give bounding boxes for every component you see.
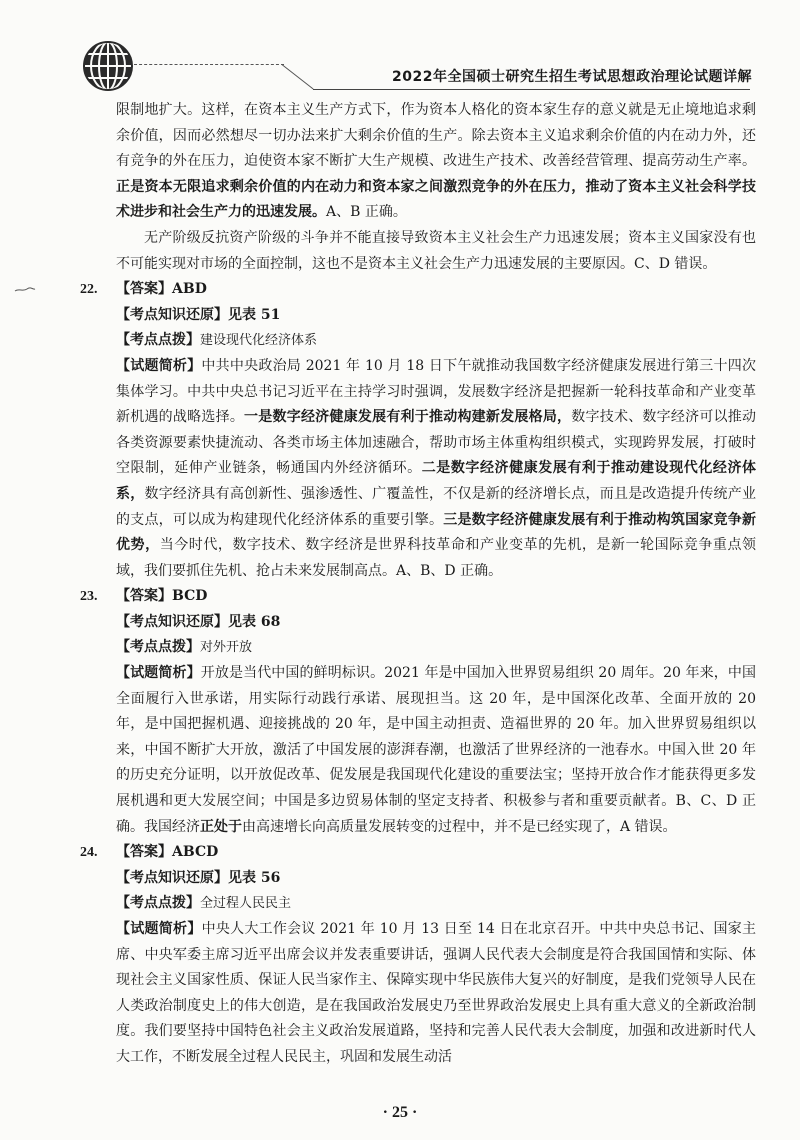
question-22-hint: [80, 328, 756, 354]
header-dashed-rule: [134, 64, 284, 65]
intro-paragraph-2: 无产阶级反抗资产阶级的斗争并不能直接导致资本主义社会生产力迅速发展；资本主义国家没有也不可能实现对市场的全面控制，这也不是资本主义社会生产力迅速发展的主要原因。C、D 错误。: [116, 229, 756, 272]
analysis-label: 【试题简析】: [116, 921, 202, 937]
hint-label: 【考点点拨】: [116, 332, 200, 349]
page-body: [80, 98, 756, 1071]
text-run: 中央人大工作会议 2021 年 10 月 13 日至 14 日在北京召开。中共中央总书记、国家主席、中央军委主席习近平出席会议并发表重要讲话，强调人民代表大会制度是符合我国国情和实际、体现社会主义国家性质、保证人民当家作主、保障实现中华民族伟大复兴的好制度，是我们党领导人民在人类政治制度史上的伟大创造，是在我国政治发展史乃至世界政治发展史上具有重大意义的全新政治制度。我们要坚持中国特色社会主义政治发展道路，坚持和完善人民代表大会制度，加强和改进新时代人大工作，不断发展全过程人民民主，巩固和发展生动活: [116, 921, 756, 1065]
knowledge-label: 【考点知识还原】: [116, 869, 228, 886]
text-run: A、B 正确。: [326, 204, 407, 221]
text-run: 限制地扩大。这样，在资本主义生产方式下，作为资本人格化的资本家生存的意义就是无止境地追求剩余价值，因而必然想尽一切办法来扩大剩余价值的生产。除去资本主义追求剩余价值的内在动力外，还有竞争的外在压力，迫使资本家不断扩大生产规模、改进生产技术、改善经营管理、提高劳动生产率。: [116, 102, 756, 170]
text-run-bold: 正是资本无限追求剩余价值的内在动力和资本家之间激烈竞争的外在压力，推动了资本主义社会科学技术进步和社会生产力的迅速发展。: [116, 178, 756, 221]
question-number: 22.: [80, 282, 98, 298]
text-run: 中共中央政治局 2021 年 10 月 18 日下午就推动我国数字经济健康发展进行第三十四次集体学习。中共中央总书记习近平在主持学习时强调，发展数字经济是把握新一轮科技革命和产业变革新机遇的战略选择。: [116, 357, 756, 426]
question-number: 24.: [80, 845, 98, 861]
knowledge-value: 见表 51: [228, 306, 281, 323]
text-run: 由高速增长向高质量发展转变的过程中，并不是已经实现了，A 错误。: [242, 818, 677, 835]
margin-scribble-icon: [14, 287, 36, 293]
text-run-bold: 一是数字经济健康发展有利于推动构建新发展格局，: [244, 409, 572, 426]
text-run: 数字经济具有高创新性、强渗透性、广覆盖性，不仅是新的经济增长点，而且是改造提升传统产业的支点，可以成为构建现代化经济体系的重要引擎。: [116, 485, 757, 528]
book-title: 2022年全国硕士研究生招生考试思想政治理论试题详解: [392, 69, 752, 85]
question-23-answer-line: [80, 584, 756, 610]
answer-label: 【答案】: [116, 281, 172, 298]
globe-logo-icon: [82, 40, 134, 92]
page-number: · 25 ·: [382, 1104, 418, 1121]
question-22-knowledge: [80, 303, 756, 329]
question-23-knowledge: [80, 610, 756, 636]
knowledge-value: 见表 56: [228, 869, 281, 886]
hint-value: 全过程人民民主: [200, 896, 292, 912]
header-diagonal-rule: [281, 64, 313, 89]
question-24-knowledge: [80, 866, 756, 892]
intro-paragraph-1: [80, 98, 756, 226]
answer-label: 【答案】: [116, 844, 172, 861]
question-number: 23.: [80, 589, 98, 605]
text-run: 当今时代，数字技术、数字经济是世界科技革命和产业变革的先机，是新一轮国际竞争重点领域，我们要抓住先机、抢占未来发展制高点。A、B、D 正确。: [116, 537, 757, 579]
text-run-bold: 三是数字经济健康发展有利于推动构筑国家竞争新优势，: [116, 511, 757, 554]
question-24-hint: [80, 891, 756, 917]
knowledge-label: 【考点知识还原】: [116, 306, 228, 323]
text-run-bold: 二是数字经济健康发展有利于推动建设现代化经济体系，: [116, 460, 757, 502]
text-run: 开放是当代中国的鲜明标识。2021 年是中国加入世界贸易组织 20 周年。20 年来，中国全面履行入世承诺，用实际行动践行承诺、展现担当。这 20 年，是中国深化改革、全面开放的 20 年，是中国把握机遇、迎接挑战的 20 年，是中国主动担责、造福世界的 20 年。加入世界贸易组织以来，中国不断扩大开放，激活了中国发展的澎湃春潮，也激活了世界经济的一池春水。中国入世 20 年的历史充分证明，以开放促改革、促发展是我国现代化建设的重要法宝；坚持开放合作才能获得更多发展机遇和更大发展空间；中国是多边贸易体制的坚定支持者、积极参与者和重要贡献者。B、C、D 正确。我国经济: [116, 665, 757, 835]
question-24-answer-line: [80, 840, 756, 866]
knowledge-value: 见表 68: [228, 613, 281, 630]
question-23-hint: [80, 635, 756, 661]
question-22-answer-line: [80, 277, 756, 303]
hint-label: 【考点点拨】: [116, 895, 200, 912]
text-run: 数字技术、数字经济可以推动各类资源要素快捷流动、各类市场主体加速融合，帮助市场主体重构组织模式，实现跨界发展，打破时空限制，延伸产业链条，畅通国内外经济循环。: [116, 409, 757, 477]
header-rule: [313, 89, 750, 90]
answer-label: 【答案】: [116, 588, 172, 605]
question-24-analysis: [80, 917, 756, 1071]
question-23-analysis: [80, 661, 756, 840]
analysis-label: 【试题简析】: [116, 357, 202, 374]
answer-value: ABCD: [172, 844, 219, 861]
answer-value: ABD: [172, 281, 207, 298]
page-header: [0, 0, 800, 95]
analysis-label: 【试题简析】: [116, 665, 201, 682]
question-22-analysis: [80, 354, 756, 584]
text-run-bold: 正处于: [200, 818, 242, 835]
hint-value: 建设现代化经济体系: [200, 333, 318, 349]
hint-value: 对外开放: [200, 640, 253, 656]
answer-value: BCD: [172, 588, 208, 605]
knowledge-label: 【考点知识还原】: [116, 613, 228, 630]
hint-label: 【考点点拨】: [116, 639, 200, 656]
